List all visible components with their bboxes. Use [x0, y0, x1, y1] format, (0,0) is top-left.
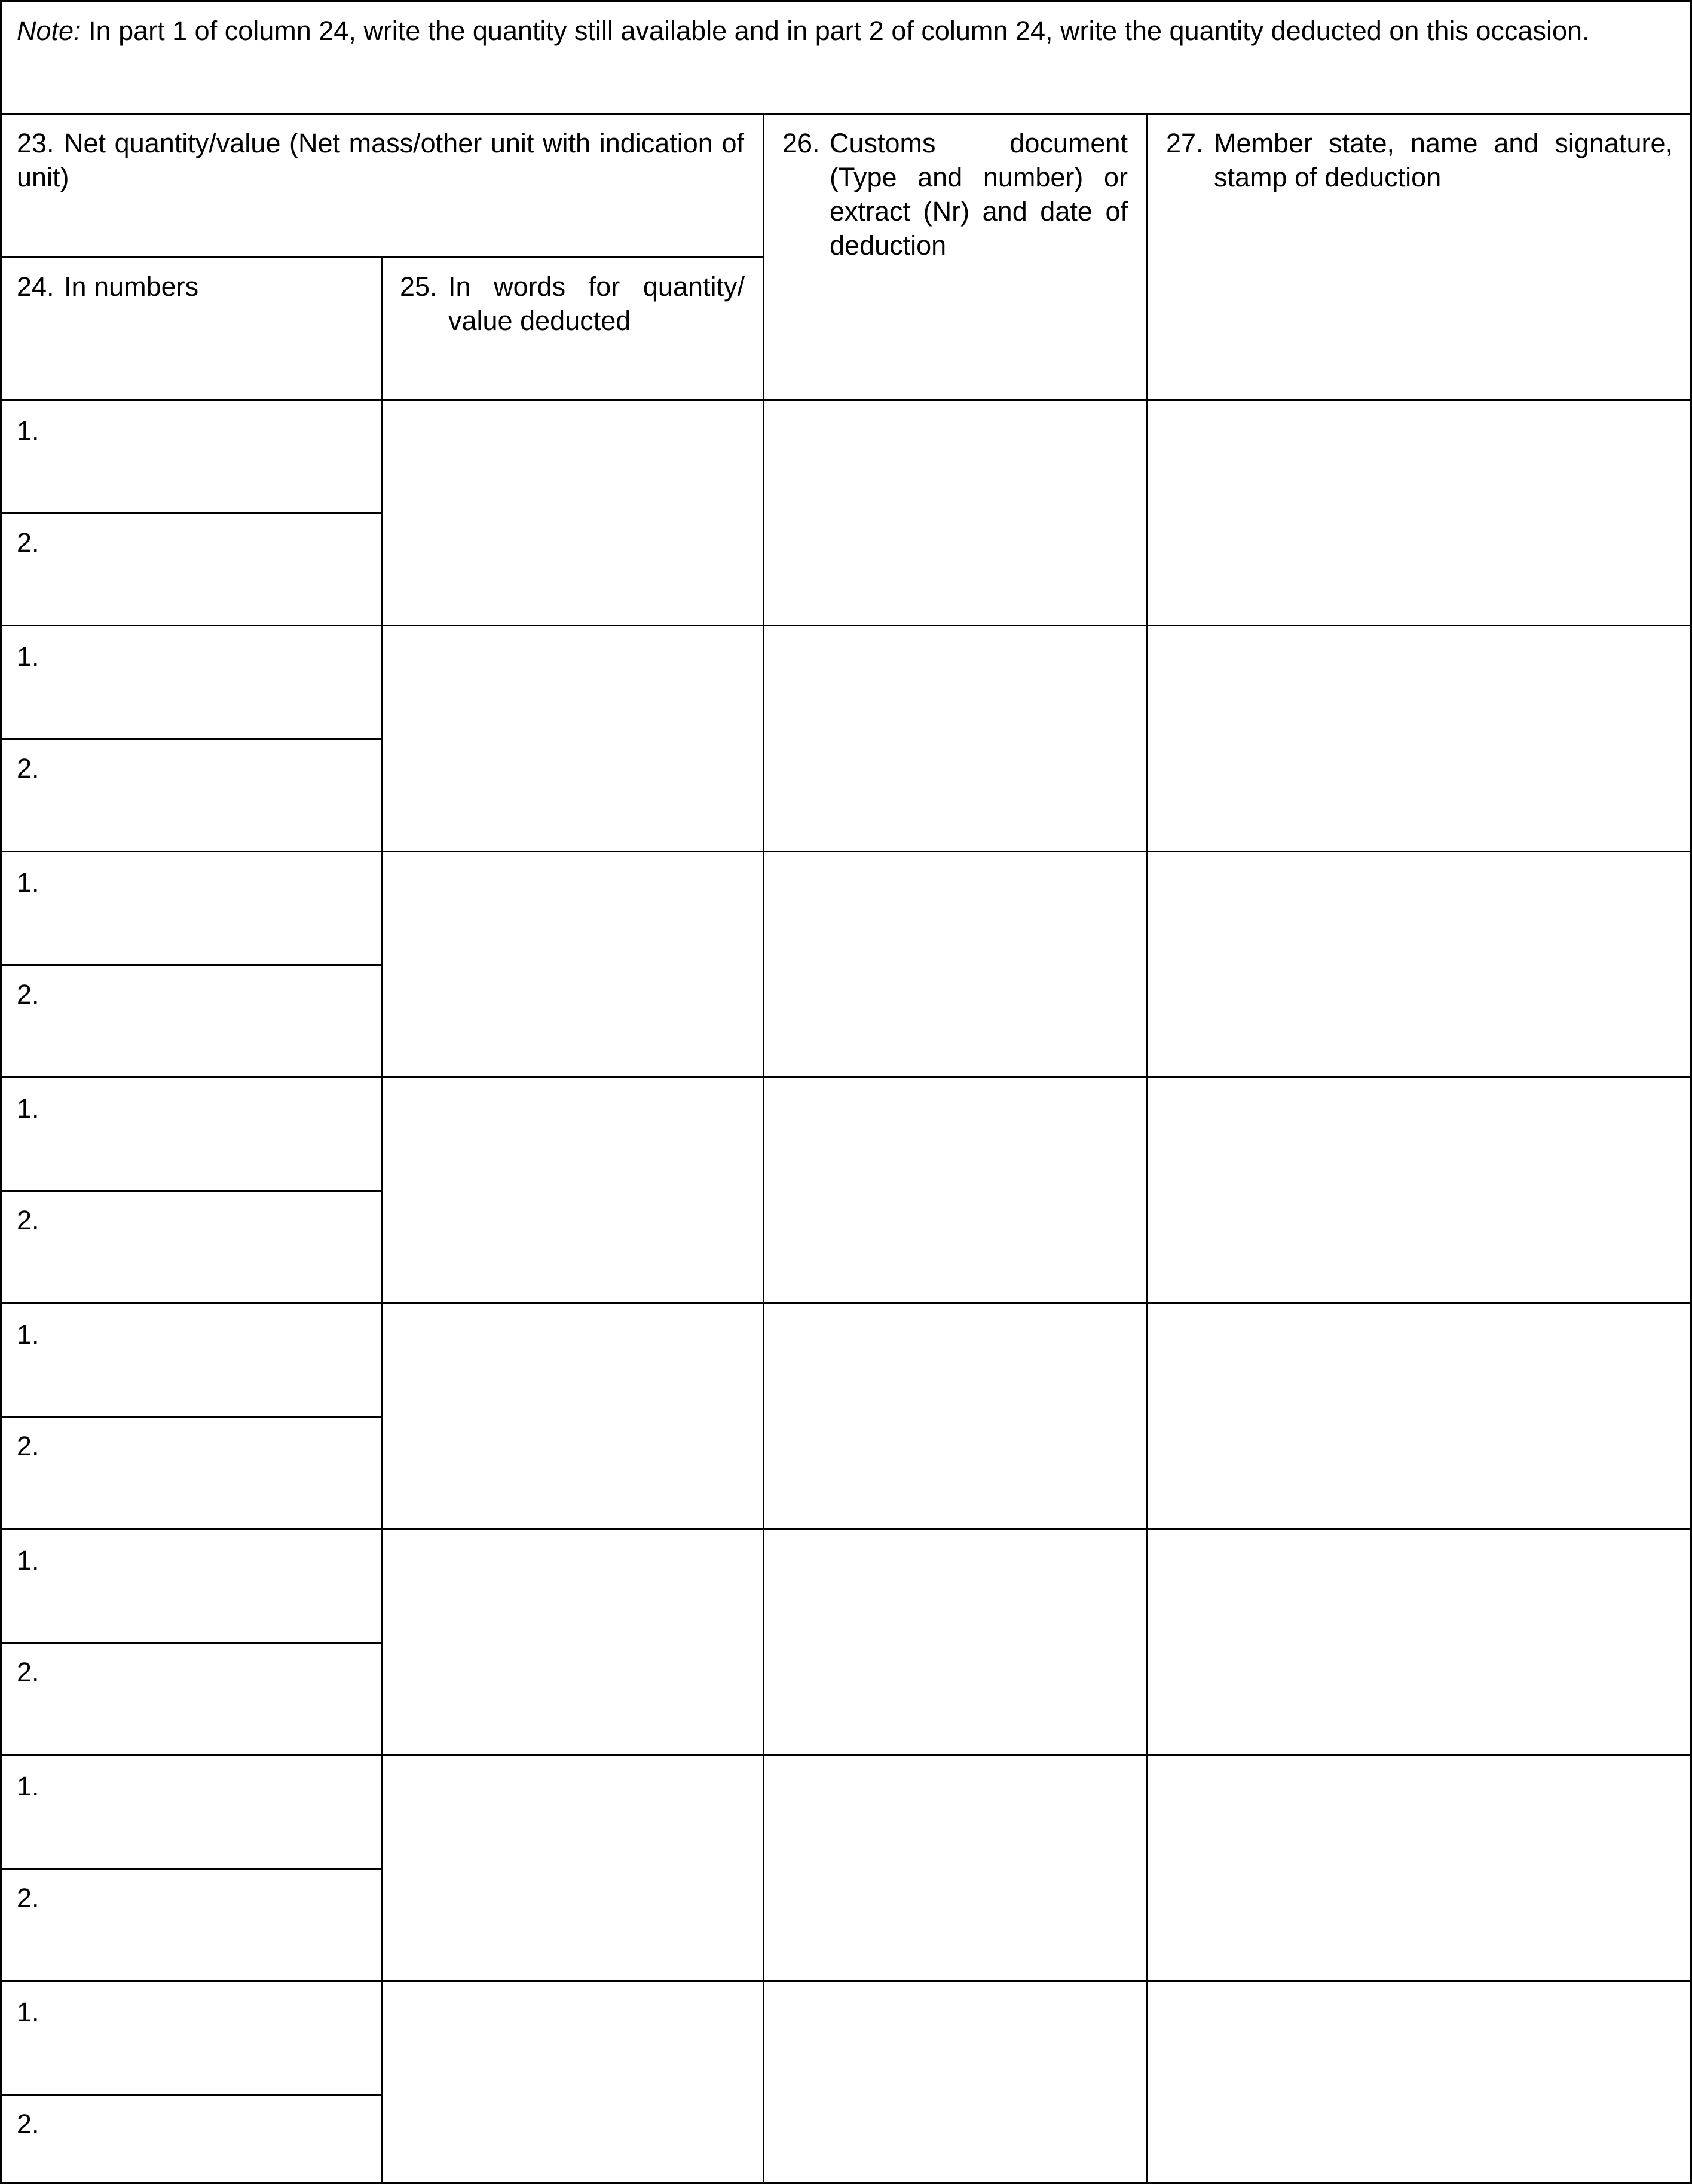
border-top — [0, 0, 1692, 2]
part2-label: 2. — [17, 527, 39, 558]
header-col23-text: Net quantity/value (Net mass/other unit with indication of unit) — [17, 128, 744, 192]
header-col23 — [17, 126, 744, 198]
header-col27 — [1166, 126, 1673, 198]
header-col26-number: 26. — [782, 128, 820, 158]
sub-row-divider — [0, 1868, 382, 1870]
part2-label: 2. — [17, 1883, 39, 1913]
part1-label: 1. — [17, 1997, 39, 2027]
header-col27-number: 27. — [1166, 128, 1204, 158]
header-col23-number: 23. — [17, 128, 54, 158]
note — [17, 14, 1590, 48]
part1-label: 1. — [17, 1093, 39, 1124]
sub-row-divider — [0, 1416, 382, 1418]
part1-label: 1. — [17, 641, 39, 672]
sub-row-divider — [0, 2094, 382, 2096]
row-divider — [0, 625, 1692, 626]
header-col25-text: In words for quantity/ value deducted — [448, 271, 745, 336]
header-col24-number: 24. — [17, 271, 54, 302]
sub-row-divider — [0, 964, 382, 966]
sub-row-divider — [0, 512, 382, 514]
part2-label: 2. — [17, 979, 39, 1010]
part2-label: 2. — [17, 753, 39, 784]
header-col27-text: Member state, name and signature, stamp of deduction — [1214, 128, 1673, 192]
header-col25 — [400, 270, 745, 341]
part2-label: 2. — [17, 1431, 39, 1461]
note-text: In part 1 of column 24, write the quantity still available and in part 2 of column 24, write the quantity deducted on this occasion. — [81, 16, 1590, 46]
header-col26-text: Customs document (Type and number) or extract (Nr) and date of deduction — [830, 128, 1128, 261]
part2-label: 2. — [17, 1205, 39, 1235]
part1-label: 1. — [17, 415, 39, 446]
row-divider — [0, 1528, 1692, 1530]
part1-label: 1. — [17, 1319, 39, 1350]
row-divider — [0, 1076, 1692, 1078]
note-divider — [0, 113, 1692, 115]
col-divider-24-25 — [381, 256, 383, 2184]
part1-label: 1. — [17, 867, 39, 898]
part1-label: 1. — [17, 1771, 39, 1801]
sub-row-divider — [0, 1642, 382, 1644]
sub-row-divider — [0, 1190, 382, 1192]
header-col26 — [782, 126, 1128, 270]
row-divider — [0, 1754, 1692, 1756]
col-divider-25-26 — [763, 113, 764, 2184]
part2-label: 2. — [17, 2109, 39, 2139]
header-bottom-divider — [0, 399, 1692, 401]
col-divider-26-27 — [1146, 113, 1148, 2184]
sub-row-divider — [0, 738, 382, 740]
part2-label: 2. — [17, 1657, 39, 1687]
part1-label: 1. — [17, 1545, 39, 1576]
border-left — [0, 0, 2, 2184]
row-divider — [0, 1302, 1692, 1304]
header-col25-number: 25. — [400, 271, 437, 302]
note-label: Note: — [17, 16, 81, 46]
border-right — [1690, 0, 1692, 2184]
header-col24-text: In numbers — [64, 271, 199, 302]
border-bottom — [0, 2182, 1692, 2184]
row-divider — [0, 1980, 1692, 1982]
row-divider — [0, 851, 1692, 852]
header-col24 — [17, 270, 369, 305]
